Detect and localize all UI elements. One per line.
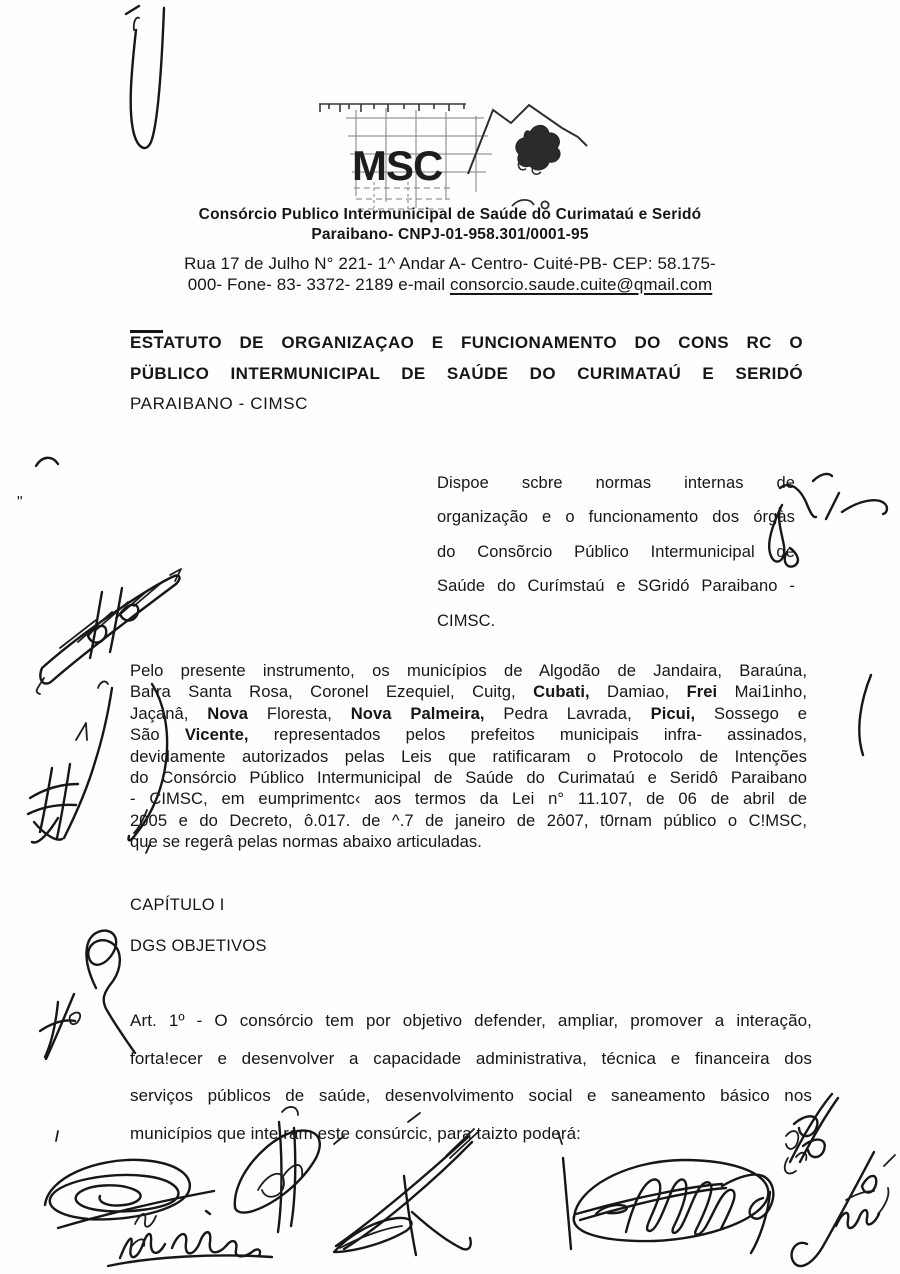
paragraph-line — [130, 703, 807, 724]
text-run: do Consórcio Público Intermunicipal de Saúde do Curimataú e Seridô Paraibano — [130, 768, 807, 788]
text-run-bold: Nova — [207, 703, 249, 723]
ementa-block — [437, 466, 795, 638]
org-name-line2: Paraibano- CNPJ-01-958.301/0001-95 — [311, 226, 589, 243]
logo-eagle-icon — [516, 125, 560, 174]
margin-quote-mark: " — [17, 494, 23, 511]
pen-loop-left-margin — [86, 931, 135, 1053]
article-line: municípios que inte ram este consúrcic, para taizto poderá: — [130, 1123, 581, 1143]
signature-handwriting-underline — [108, 1232, 272, 1266]
text-run: Mai1inho, — [717, 682, 807, 702]
logo-ruler — [319, 104, 466, 112]
pen-mark-top-left — [126, 6, 164, 148]
title-overlined-part: $\overline{EST}$ — [130, 333, 164, 352]
header-address-line1: Rua 17 de Julho N° 221- 1^ Andar A- Centro- Cuité-PB- CEP: 58.175- — [184, 254, 716, 273]
ementa-line: do Consõrcio Público Intermunicipal de — [437, 542, 795, 561]
title-line-2: PÜBLICO INTERMUNICIPAL DE SAÚDE DO CURIMATAÚ E SERIDÓ — [130, 363, 803, 383]
paragraph-line — [130, 810, 807, 831]
pen-arc-left-margin — [36, 458, 58, 466]
chapter-heading: CAPÍTULO I — [130, 896, 225, 914]
text-run-bold: Frei — [686, 682, 718, 702]
chapter-subheading: DGS OBJETIVOS — [130, 937, 267, 955]
pen-k-mark-left-margin — [40, 994, 80, 1059]
paragraph-line — [130, 746, 807, 767]
text-run: representados pelos prefeitos municipais infra- assinados, — [248, 725, 807, 745]
text-run-bold: Vicente, — [184, 725, 249, 745]
text-run: Pelo presente instrumento, os municípios de Algodão de Jandaira, Baraúna, — [130, 661, 807, 680]
header-phone-text: 000- Fone- 83- 3372- 2189 e-mail — [187, 275, 450, 294]
document-title — [130, 328, 803, 420]
signature-j-cursive — [792, 1152, 895, 1266]
article-line: serviços públicos de saúde, desenvolvimento social e saneamento básico nos — [130, 1086, 812, 1105]
text-run: Floresta, — [248, 703, 351, 723]
paragraph-line — [130, 788, 807, 809]
title-line-1-rest: ATUTO DE ORGANIZAÇAO E FUNCIONAMENTO DO CONS RC O — [163, 333, 803, 352]
org-logo — [316, 96, 606, 216]
header-org-name — [120, 205, 780, 245]
text-run-bold: Picui, — [650, 703, 696, 723]
text-run: Barra Santa Rosa, Coronel Ezequiel, Cuitg, — [130, 682, 534, 702]
title-line-3: PARAIBANO - CIMSC — [130, 394, 309, 413]
text-run: - CIMSC, em eumprimentc‹ aos termos da Lei n° 11.107, de 06 de abril de — [130, 789, 807, 809]
text-run: que se regerâ pelas normas abaixo articuladas. — [130, 832, 482, 852]
logo-msc-text: MSC — [352, 142, 443, 189]
pen-stroke-right-margin — [859, 675, 871, 755]
ementa-line: CIMSC. — [437, 611, 496, 630]
text-run-bold: Cubati, — [533, 682, 590, 702]
text-run-bold: Nova Palmeira, — [350, 703, 485, 723]
ementa-line: Dispoe scbre normas internas de — [437, 474, 795, 492]
paragraph-line — [130, 681, 807, 702]
text-run: Pedra Lavrada, — [484, 703, 651, 723]
header-email: consorcio.saude.cuite@qmail.com — [449, 275, 713, 294]
body-paragraph — [130, 660, 807, 853]
text-run: devidamente autorizados pelas Leis que ratificaram o Protocolo de Intenções — [130, 746, 807, 766]
text-run: Sossego e — [695, 703, 808, 723]
article-paragraph — [130, 1002, 812, 1152]
title-line-1 — [130, 328, 803, 359]
ementa-line: Saúde do Curímstaú e SGridó Paraibano - — [437, 577, 795, 596]
header-address-line2 — [130, 274, 770, 295]
paragraph-line — [130, 724, 807, 745]
text-run: Damiao, — [589, 682, 687, 702]
text-run: 2005 e do Decreto, ô.017. de ^.7 de janeiro de 2ô07, t0rnam público o C!MSC, — [130, 810, 807, 830]
article-line: forta!ecer e desenvolver a capacidade administrativa, técnica e financeira dos — [130, 1048, 812, 1068]
signature-swoosh-k — [334, 1137, 472, 1255]
text-run: Jaçanâ, — [130, 703, 208, 723]
paragraph-line — [130, 767, 807, 788]
header-address — [130, 253, 770, 295]
org-name-line1: Consórcio Publico Intermunicipal de Saúde do Curimataú e Seridó — [198, 206, 702, 223]
paragraph-line — [130, 831, 807, 852]
text-run: São — [130, 725, 185, 745]
paragraph-line — [130, 660, 807, 681]
article-line: Art. 1º - O consórcio tem por objetivo defender, ampliar, promover a interação, — [130, 1011, 812, 1030]
ementa-line: organização e o funcionamento dos órgàs — [437, 508, 795, 527]
